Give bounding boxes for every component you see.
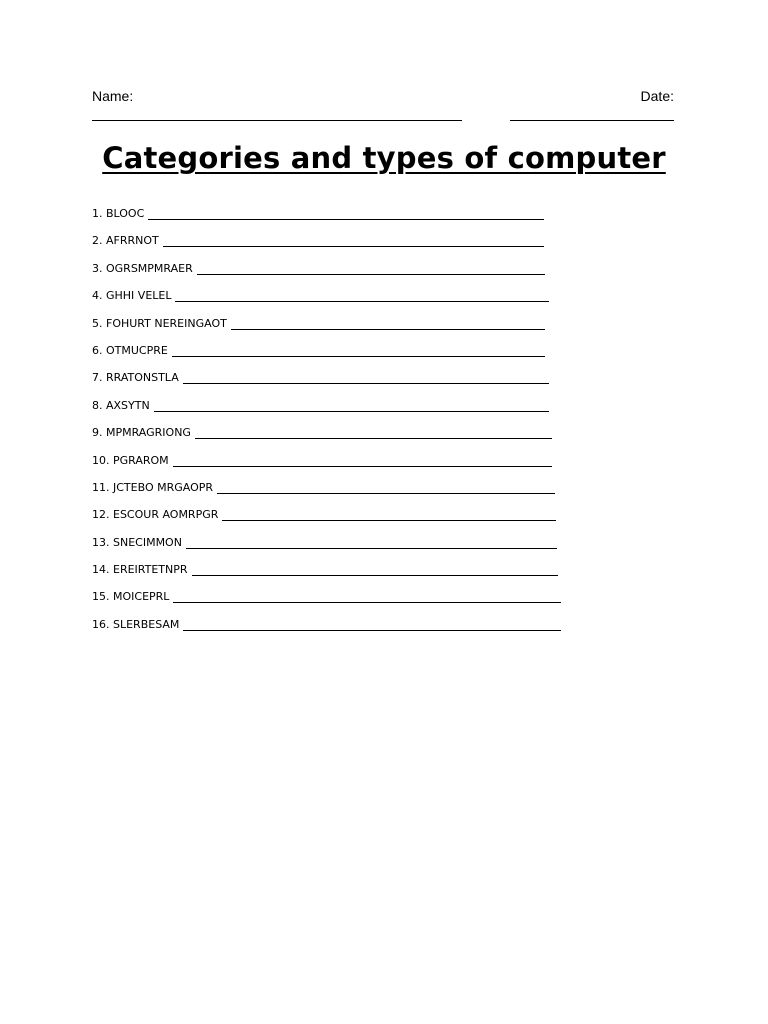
scrambled-word: 10. PGRAROM: [92, 453, 169, 467]
date-label: Date:: [640, 88, 674, 104]
scrambled-word: 11. JCTEBO MRGAOPR: [92, 480, 214, 494]
scrambled-word: 3. OGRSMPMRAER: [92, 261, 193, 275]
list-item: [92, 453, 561, 480]
answer-line: [222, 507, 556, 521]
answer-line: [173, 453, 552, 467]
scrambled-word: 12. ESCOUR AOMRPGR: [92, 508, 219, 522]
scrambled-word: 7. RRATONSTLA: [92, 371, 179, 385]
list-item: [92, 233, 561, 260]
scrambled-word: 14. EREIRTETNPR: [92, 563, 188, 577]
answer-line: [197, 261, 545, 275]
date-field: [510, 88, 674, 121]
scrambled-word: 6. OTMUCPRE: [92, 343, 168, 357]
list-item: [92, 589, 561, 616]
list-item: [92, 617, 561, 644]
date-answer-line: [510, 108, 674, 121]
scrambled-word: 15. MOICEPRL: [92, 590, 170, 604]
list-item: [92, 261, 561, 288]
list-item: [92, 507, 561, 534]
list-item: [92, 425, 561, 452]
scrambled-word: 5. FOHURT NEREINGAOT: [92, 316, 227, 330]
header-row: [92, 88, 674, 128]
answer-line: [192, 562, 558, 576]
name-field: [92, 88, 462, 121]
answer-line: [148, 206, 544, 220]
list-item: [92, 316, 561, 343]
answer-line: [183, 617, 561, 631]
answer-line: [173, 589, 561, 603]
answer-line: [154, 398, 549, 412]
scrambled-word: 2. AFRRNOT: [92, 234, 159, 248]
list-item: [92, 480, 561, 507]
scrambled-word: 16. SLERBESAM: [92, 617, 180, 631]
scrambled-word-list: [92, 206, 561, 644]
list-item: [92, 535, 561, 562]
page-title: Categories and types of computer: [102, 141, 666, 175]
list-item: [92, 206, 561, 233]
answer-line: [163, 233, 544, 247]
list-item: [92, 343, 561, 370]
answer-line: [183, 370, 549, 384]
scrambled-word: 9. MPMRAGRIONG: [92, 426, 191, 440]
answer-line: [231, 316, 545, 330]
scrambled-word: 1. BLOOC: [92, 207, 145, 220]
scrambled-word: 8. AXSYTN: [92, 398, 150, 412]
name-label: Name:: [92, 88, 134, 104]
answer-line: [175, 288, 549, 302]
list-item: [92, 398, 561, 425]
answer-line: [195, 425, 552, 439]
list-item: [92, 370, 561, 397]
scrambled-word: 13. SNECIMMON: [92, 535, 182, 549]
name-answer-line: [92, 108, 462, 121]
scrambled-word: 4. GHHI VELEL: [92, 289, 172, 303]
list-item: [92, 288, 561, 315]
answer-line: [217, 480, 555, 494]
answer-line: [186, 535, 557, 549]
answer-line: [172, 343, 545, 357]
list-item: [92, 562, 561, 589]
